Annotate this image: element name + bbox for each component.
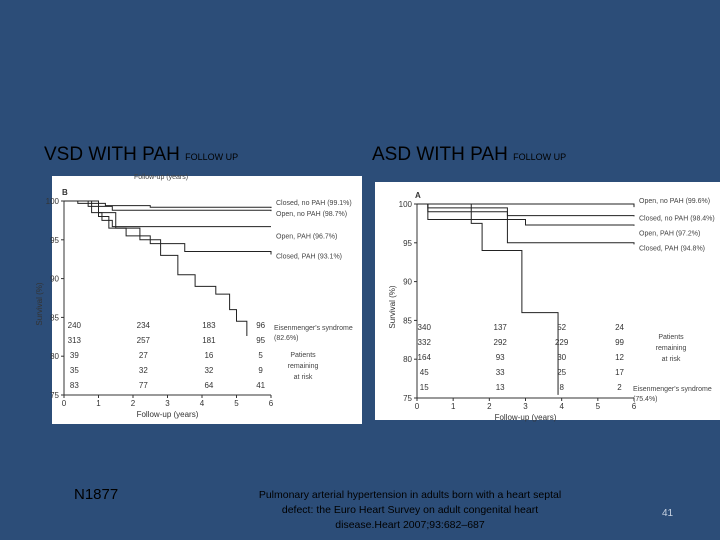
chart-asd-panel [375,182,720,420]
asd-risk-cell: 45 [419,368,429,377]
vsd-risk-cell: 240 [67,321,82,330]
vsd-risk-cell: 32 [204,366,214,375]
vsd-series-label-0: Closed, no PAH (99.1%) [276,199,352,207]
asd-risk-cell: 52 [557,323,567,332]
asd-series-label-3: Closed, PAH (94.8%) [639,245,706,253]
asd-xtick-label-1: 1 [450,402,456,411]
vsd-xtick-label-3: 3 [165,399,170,408]
asd-series-line-4 [417,204,558,395]
asd-ytick-label-1: 80 [403,355,412,365]
asd-xtick-label-5: 5 [595,402,601,411]
asd-risk-cell: 2 [617,383,622,392]
asd-series-label-2: Open, PAH (97.2%) [639,230,701,238]
vsd-risk-cell: 64 [204,381,214,390]
asd-risk-cell: 33 [495,368,505,377]
asd-risk-cell: 30 [557,353,567,362]
asd-ytick-label-3: 90 [403,277,412,287]
vsd-risk-cell: 257 [136,336,151,345]
asd-ytick-label-2: 85 [403,316,412,326]
title-asd-small: FOLLOW UP [513,152,567,162]
vsd-risk-cell: 16 [204,351,214,360]
vsd-series-label-3: Closed, PAH (93.1%) [276,253,343,261]
vsd-panel-letter: B [62,188,68,197]
asd-risk-cell: 99 [615,338,624,347]
asd-risk-label-1: remaining [655,345,687,352]
vsd-risk-cell: 9 [258,366,263,375]
vsd-ytick-label-0: 75 [50,391,59,400]
chart-vsd-panel [35,174,362,424]
vsd-xtick-label-2: 2 [130,399,136,408]
vsd-ytick-label-5: 100 [45,197,59,206]
asd-risk-cell: 93 [495,353,505,362]
asd-es-label-line1: Eisenmenger's syndrome [633,386,712,393]
vsd-series-line-4 [64,201,247,336]
vsd-xtick-label-1: 1 [96,399,101,408]
vsd-series-line-1 [64,201,271,211]
vsd-risk-cell: 96 [256,321,266,330]
asd-x-axis-label: Follow-up (years) [494,413,557,422]
vsd-risk-cell: 313 [67,336,82,345]
title-vsd-small: FOLLOW UP [185,152,239,162]
vsd-ytick-label-3: 90 [50,274,59,284]
title-asd-main: ASD WITH PAH [372,144,508,165]
asd-y-axis-label: Survival (%) [388,285,397,329]
asd-risk-cell: 13 [495,383,505,392]
vsd-risk-cell: 77 [138,381,148,390]
asd-risk-cell: 292 [493,338,507,347]
asd-risk-cell: 8 [559,383,564,392]
vsd-xtick-label-5: 5 [234,399,239,408]
vsd-risk-cell: 95 [256,336,266,345]
asd-risk-cell: 15 [419,383,429,392]
vsd-top-stray: Follow-up (years) [134,174,189,181]
vsd-risk-cell: 41 [256,381,266,390]
vsd-risk-cell: 234 [136,321,151,330]
vsd-ytick-label-1: 80 [50,352,59,362]
vsd-risk-cell: 5 [258,351,263,360]
title-vsd-main: VSD WITH PAH [44,144,180,165]
asd-risk-cell: 17 [615,368,624,377]
vsd-series-line-2 [64,201,271,227]
asd-risk-cell: 340 [417,323,431,332]
asd-risk-cell: 164 [417,353,431,362]
asd-panel-letter: A [415,191,421,200]
vsd-risk-cell: 83 [69,381,79,390]
asd-series-line-2 [417,204,634,226]
vsd-xtick-label-6: 6 [268,399,274,408]
vsd-risk-cell: 39 [69,351,79,360]
vsd-xtick-label-0: 0 [61,399,67,408]
vsd-risk-cell: 35 [69,366,79,375]
vsd-series-label-1: Open, no PAH (98.7%) [276,211,348,219]
asd-xtick-label-0: 0 [414,402,420,411]
asd-ytick-label-5: 100 [398,200,412,209]
asd-risk-cell: 229 [554,338,569,347]
chart-vsd [35,174,362,424]
asd-risk-cell: 137 [493,323,507,332]
vsd-y-axis-label: Survival (%) [35,282,44,326]
vsd-series-line-3 [64,201,271,255]
vsd-series-line-0 [64,201,271,208]
vsd-ytick-label-2: 85 [50,313,59,323]
vsd-risk-label-1: remaining [287,363,319,370]
asd-xtick-label-2: 2 [487,402,492,411]
vsd-xtick-label-4: 4 [199,399,205,408]
asd-xtick-label-4: 4 [559,402,564,411]
vsd-risk-cell: 181 [202,336,216,345]
vsd-series-label-2: Open, PAH (96.7%) [276,233,338,241]
asd-series-label-0: Open, no PAH (99.6%) [639,198,711,206]
asd-risk-cell: 332 [417,338,431,347]
asd-risk-label-2: at risk [661,356,681,363]
asd-xtick-label-6: 6 [631,402,637,411]
asd-risk-cell: 12 [615,353,624,362]
asd-ytick-label-0: 75 [403,394,412,403]
vsd-risk-cell: 27 [138,351,148,360]
asd-series-line-1 [417,204,634,216]
page-number: 41 [662,508,674,519]
vsd-risk-label-2: at risk [293,374,313,381]
asd-risk-cell: 25 [557,368,567,377]
title-vsd [44,144,238,166]
asd-risk-cell: 24 [615,323,624,332]
vsd-x-axis-label: Follow-up (years) [136,410,199,419]
vsd-risk-cell: 183 [202,321,216,330]
vsd-risk-label-0: Patients [290,352,316,359]
vsd-risk-cell: 32 [138,366,148,375]
citation-text: Pulmonary arterial hypertension in adults born with a heart septal defect: the Euro Heart Survey on adult congenital heart disease.Heart 2007;93:682–687 [258,489,562,531]
asd-xtick-label-3: 3 [523,402,528,411]
asd-series-label-1: Closed, no PAH (98.4%) [639,215,715,223]
vsd-es-label-line1: Eisenmenger's syndrome [274,325,353,332]
asd-ytick-label-4: 95 [403,238,412,248]
title-asd [372,144,566,166]
asd-risk-label-0: Patients [658,334,684,341]
vsd-es-label-line2: (82.6%) [274,335,299,342]
asd-es-label-line2: (75.4%) [633,396,658,403]
chart-asd [375,182,720,420]
vsd-ytick-label-4: 95 [50,235,59,245]
sample-size-label: N1877 [74,486,119,503]
